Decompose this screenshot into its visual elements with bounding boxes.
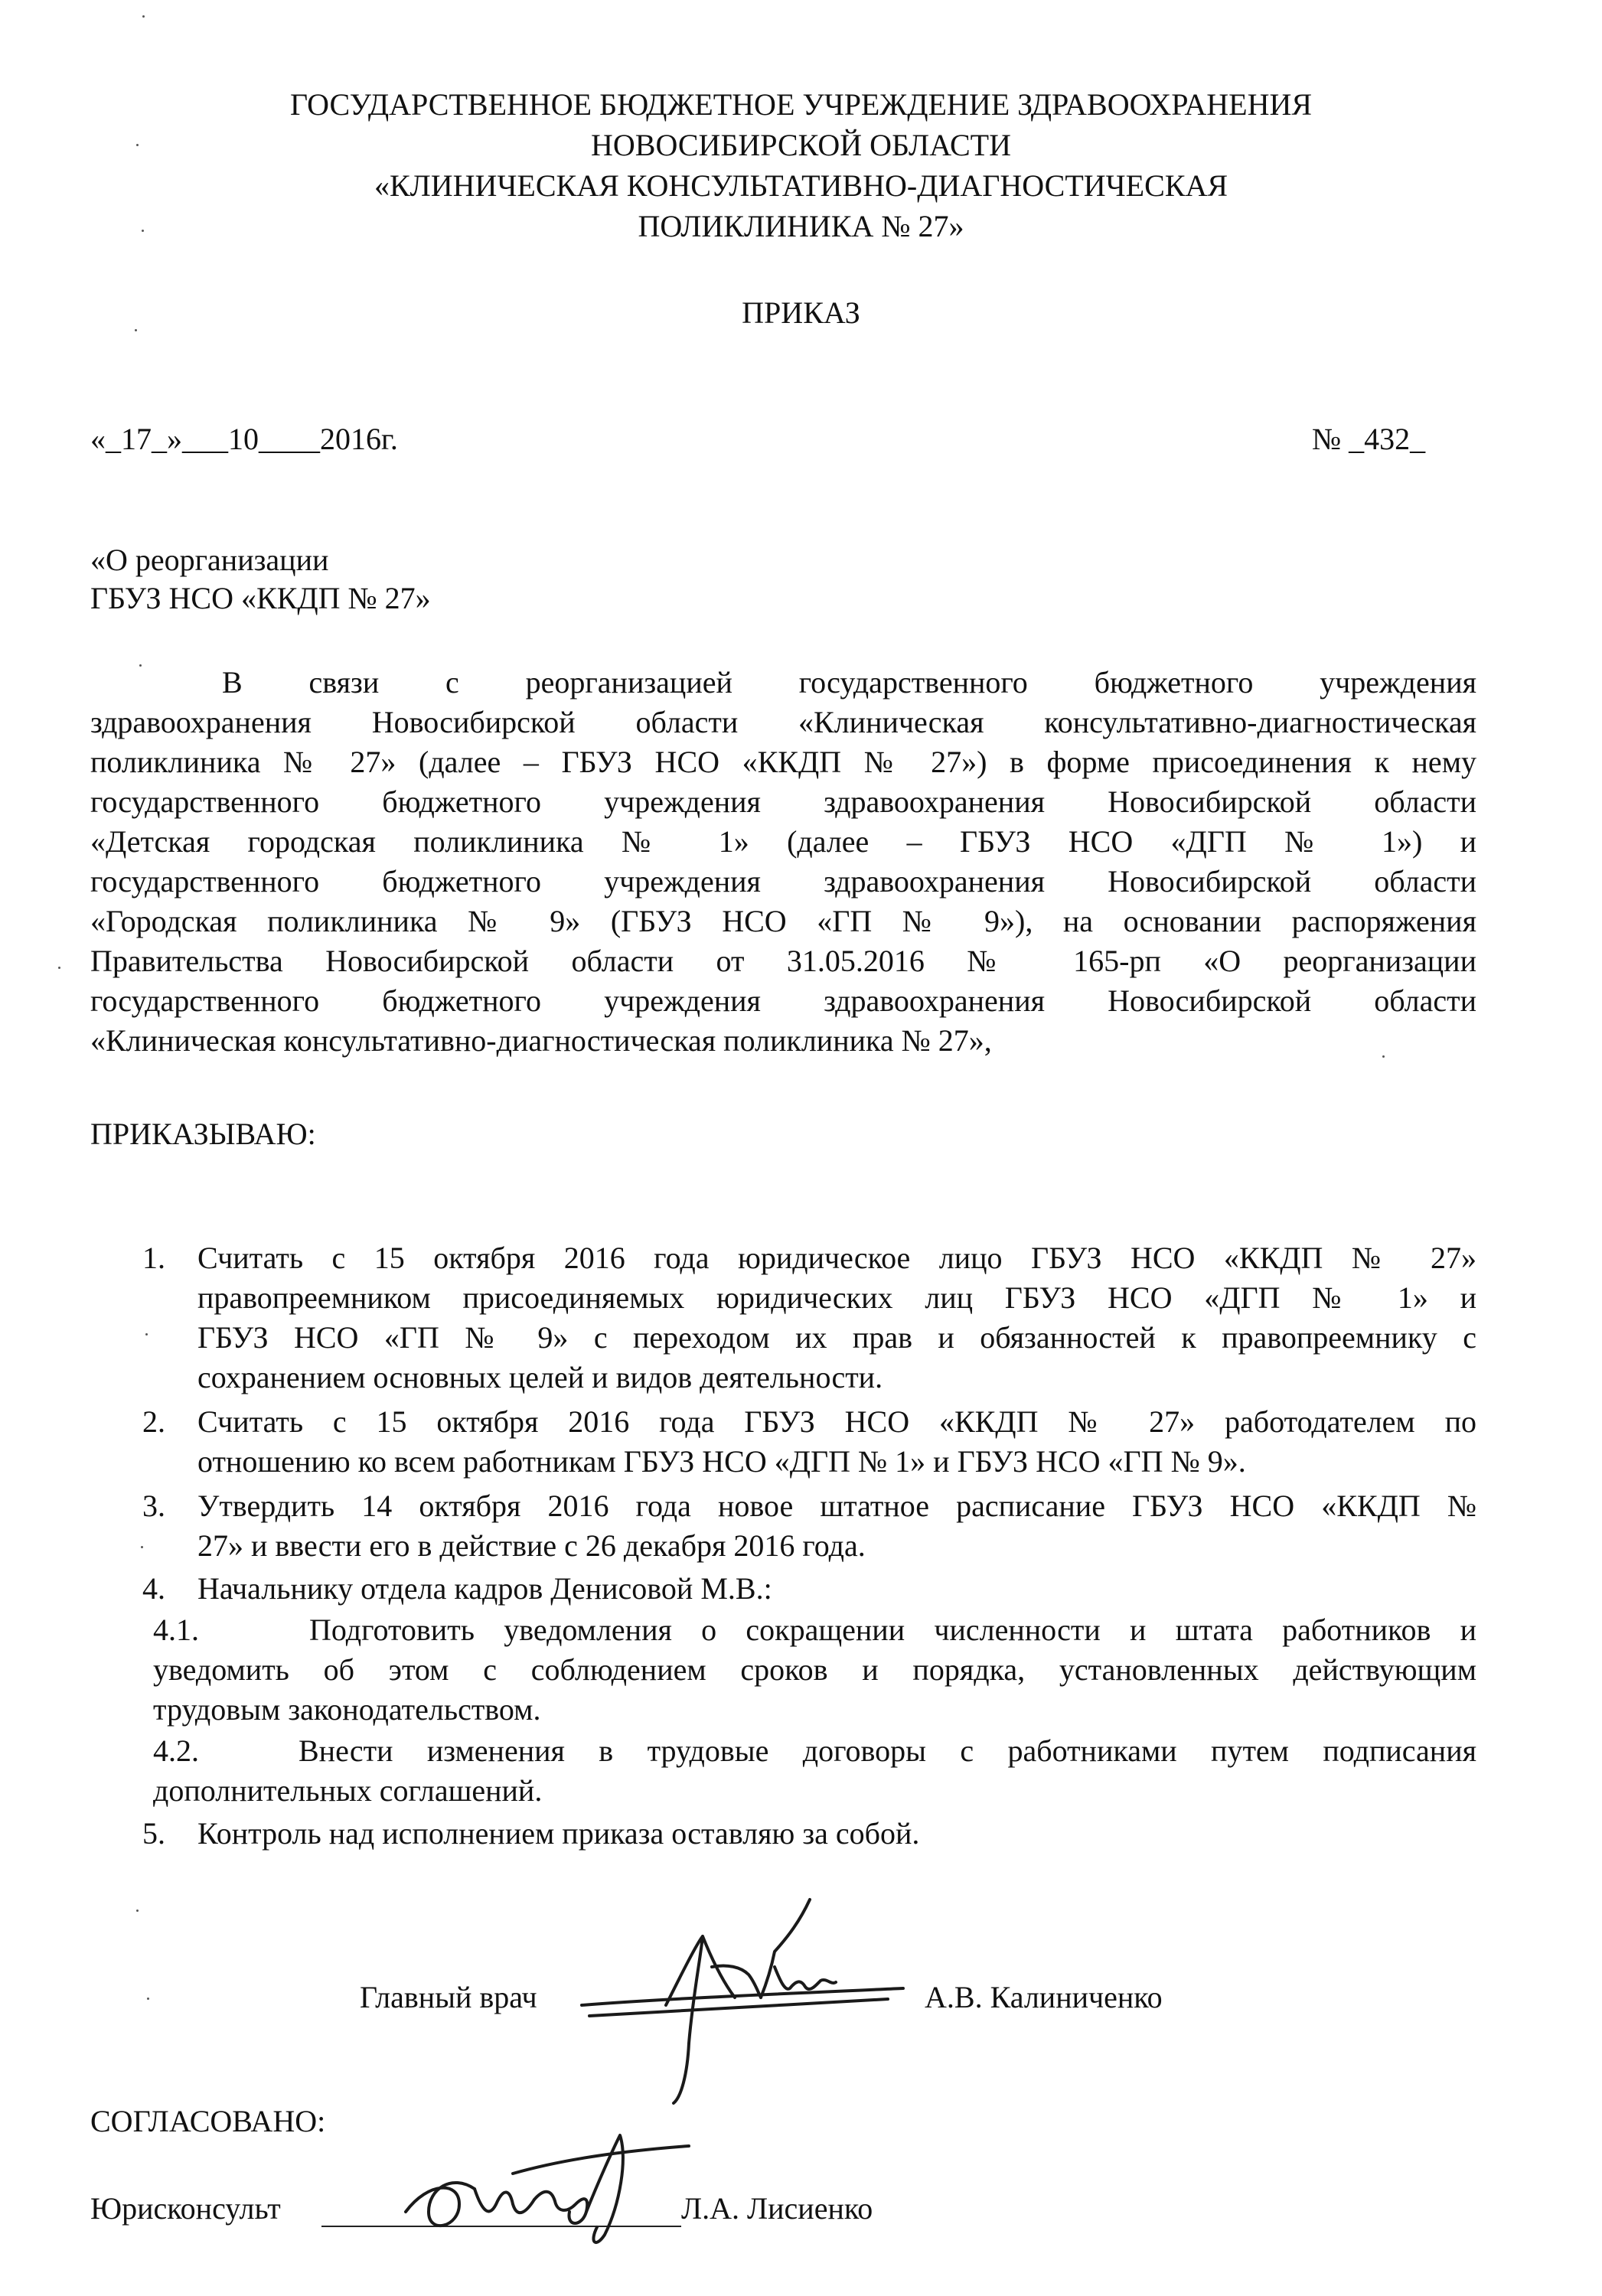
header-line: «КЛИНИЧЕСКАЯ КОНСУЛЬТАТИВНО-ДИАГНОСТИЧЕСКАЯ	[374, 168, 1228, 203]
scan-speck	[142, 15, 145, 18]
organization-header	[0, 84, 1602, 246]
lawyer-signature	[398, 2128, 704, 2250]
subject-line: «О реорганизации	[90, 543, 329, 577]
preamble-line: поликлиника № 27» (далее – ГБУЗ НСО «ККДП № 27») в форме присоединения к нему	[90, 745, 1476, 779]
item-line: Утвердить 14 октября 2016 года новое штатное расписание ГБУЗ НСО «ККДП №	[197, 1489, 1476, 1523]
item-line: Считать с 15 октября 2016 года юридическое лицо ГБУЗ НСО «ККДП № 27»	[197, 1241, 1476, 1275]
item-line: Подготовить уведомления о сокращении численности и штата работников и	[309, 1613, 1476, 1647]
preamble-line: В связи с реорганизацией государственного бюджетного учреждения	[222, 665, 1476, 700]
scan-speck	[145, 1333, 148, 1336]
lawyer-title: Юрисконсульт	[90, 2191, 281, 2226]
lawyer-name: Л.А. Лисиенко	[681, 2191, 873, 2226]
item-line: дополнительных соглашений.	[153, 1773, 543, 1808]
scan-speck	[136, 1910, 139, 1912]
preamble-line: здравоохранения Новосибирской области «Клиническая консультативно-диагностическая	[90, 705, 1476, 739]
order-word: ПРИКАЗЫВАЮ:	[90, 1117, 316, 1151]
scan-speck	[147, 1998, 149, 2000]
item-line: уведомить об этом с соблюдением сроков и порядка, установленных действующим	[153, 1652, 1476, 1687]
document-title: ПРИКАЗ	[742, 295, 860, 330]
preamble-line: «Городская поликлиника № 9» (ГБУЗ НСО «ГП № 9»), на основании распоряжения	[90, 904, 1476, 938]
preamble-line: государственного бюджетного учреждения здравоохранения Новосибирской области	[90, 983, 1476, 1018]
item-line: сохранением основных целей и видов деятельности.	[197, 1360, 883, 1394]
chief-signature	[566, 1890, 934, 2120]
scan-speck	[141, 1546, 143, 1548]
preamble-line: Правительства Новосибирской области от 31.05.2016 № 165-рп «О реорганизации	[90, 944, 1476, 978]
agreed-label: СОГЛАСОВАНО:	[90, 2104, 326, 2138]
scan-speck	[139, 664, 142, 667]
order-number: № _432_	[1312, 422, 1426, 456]
item-number: 1.	[142, 1241, 165, 1275]
item-line: Контроль над исполнением приказа оставляю за собой.	[197, 1816, 920, 1851]
preamble-line: «Клиническая консультативно-диагностическая поликлиника № 27»,	[90, 1023, 992, 1058]
item-number: 3.	[142, 1489, 165, 1523]
item-line: Считать с 15 октября 2016 года ГБУЗ НСО «ККДП № 27» работодателем по	[197, 1404, 1476, 1439]
item-line: ГБУЗ НСО «ГП № 9» с переходом их прав и обязанностей к правопреемнику с	[197, 1320, 1476, 1355]
item-line: Начальнику отдела кадров Денисовой М.В.:	[197, 1571, 772, 1606]
item-number: 4.	[142, 1571, 165, 1606]
subject-line: ГБУЗ НСО «ККДП № 27»	[90, 581, 431, 615]
header-line: ГОСУДАРСТВЕННОЕ БЮДЖЕТНОЕ УЧРЕЖДЕНИЕ ЗДРАВООХРАНЕНИЯ	[289, 87, 1313, 122]
item-line: отношению ко всем работникам ГБУЗ НСО «ДГП № 1» и ГБУЗ НСО «ГП № 9».	[197, 1444, 1246, 1479]
preamble-line: государственного бюджетного учреждения здравоохранения Новосибирской области	[90, 864, 1476, 899]
chief-title: Главный врач	[360, 1980, 537, 2014]
item-line: Внести изменения в трудовые договоры с работниками путем подписания	[299, 1733, 1476, 1768]
preamble-line: «Детская городская поликлиника № 1» (далее – ГБУЗ НСО «ДГП № 1») и	[90, 824, 1476, 859]
item-number: 5.	[142, 1816, 165, 1851]
subitem-number: 4.1.	[153, 1613, 199, 1647]
preamble-line: государственного бюджетного учреждения здравоохранения Новосибирской области	[90, 784, 1476, 819]
subitem-number: 4.2.	[153, 1733, 199, 1768]
scan-speck	[58, 967, 60, 969]
scan-speck	[1382, 1055, 1385, 1058]
header-line: НОВОСИБИРСКОЙ ОБЛАСТИ	[590, 128, 1011, 162]
header-line: ПОЛИКЛИНИКА № 27»	[638, 209, 964, 243]
item-line: трудовым законодательством.	[153, 1692, 541, 1727]
order-date: «_17_»___10____2016г.	[90, 422, 398, 456]
item-line: 27» и ввести его в действие с 26 декабря 2016 года.	[197, 1528, 866, 1563]
item-number: 2.	[142, 1404, 165, 1439]
chief-name: А.В. Калиниченко	[925, 1980, 1163, 2014]
item-line: правопреемником присоединяемых юридических лиц ГБУЗ НСО «ДГП № 1» и	[197, 1280, 1476, 1315]
